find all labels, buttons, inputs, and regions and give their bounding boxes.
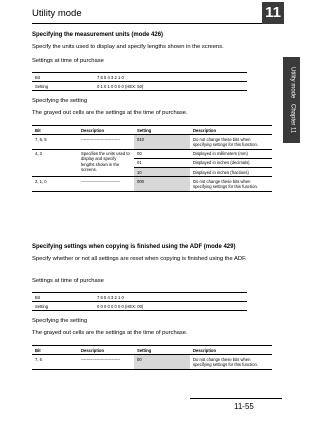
table-cell: 2, 1, 0 (32, 177, 78, 191)
table-cell: Bit (32, 73, 94, 82)
table-cell: Do not change these bits when specifying settings for this function. (190, 355, 272, 369)
table-row (32, 355, 272, 369)
table-cell: Displayed in inches (fractions) (190, 168, 272, 177)
table-cell: Displayed in inches (decimals) (190, 158, 272, 167)
chapter-sidebar (283, 57, 300, 143)
column-header: Setting (134, 346, 190, 355)
header-rule (32, 23, 262, 24)
spec-description: The grayed out cells are the settings at the time of purchase. (32, 330, 188, 336)
table-cell: Do not change these bits when specifying settings for this function. (190, 135, 272, 149)
table-row (32, 82, 247, 91)
table-header-row (32, 126, 272, 135)
table-cell: 4, 3 (32, 149, 78, 177)
table-cell: Specifies the units used to display and specify lengths shown in the screens. (78, 149, 134, 177)
section-heading: Specifying settings when copying is finished using the ADF (mode 429) (32, 244, 236, 250)
table-row (32, 293, 247, 302)
table-cell: 7, 6 (32, 355, 78, 369)
sidebar-section-label: Utility mode (289, 66, 296, 99)
table-header-row (32, 346, 272, 355)
table-cell: 000 (134, 177, 190, 191)
table-cell: 0 0 0 0 0 0 0 0 (HEX: 00) (94, 302, 247, 311)
column-header: Setting (134, 126, 190, 135)
table-cell: 7 6 5 4 3 2 1 0 (94, 73, 247, 82)
page-number: 11-55 (234, 402, 254, 411)
table-cell: 00 (134, 355, 190, 369)
table-cell: 01 (134, 158, 190, 167)
table-cell: 00 (134, 149, 190, 158)
purchase-settings-table (32, 292, 247, 311)
column-header: Description (78, 126, 134, 135)
table-cell: Do not change these bits when specifying settings for this function. (190, 177, 272, 191)
table-cell: Bit (32, 293, 94, 302)
chapter-number-tab: 11 (262, 2, 284, 24)
column-header: Bit (32, 126, 78, 135)
column-header: Description (190, 126, 272, 135)
footer-rule (190, 398, 282, 399)
section-heading: Specifying the measurement units (mode 426) (32, 32, 164, 38)
table-row (32, 135, 272, 149)
table-cell: Displayed in millimeters (mm) (190, 149, 272, 158)
table-row (32, 149, 272, 158)
settings-table (32, 125, 272, 192)
purchase-label: Settings at time of purchase (32, 278, 104, 284)
column-header: Description (190, 346, 272, 355)
spec-description: The grayed out cells are the settings at the time of purchase. (32, 110, 188, 116)
table-cell: Setting (32, 302, 94, 311)
sidebar-chapter-label: Chapter 11 (289, 104, 296, 134)
table-cell: Setting (32, 82, 94, 91)
table-row (32, 302, 247, 311)
settings-table (32, 345, 272, 370)
spec-label: Specifying the setting (32, 98, 88, 104)
purchase-label: Settings at time of purchase (32, 58, 104, 64)
table-cell: 0 1 0 1 0 0 0 0 (HEX: 50) (94, 82, 247, 91)
table-cell: 7, 6, 5 (32, 135, 78, 149)
intro-text: Specify whether or not all settings are reset when copying is finished using the ADF. (32, 256, 247, 262)
table-row (32, 177, 272, 191)
table-cell: 010 (134, 135, 190, 149)
intro-text: Specify the units used to display and specify lengths shown in the screens. (32, 44, 224, 50)
running-header-title: Utility mode (32, 8, 82, 19)
table-cell: 7 6 5 4 3 2 1 0 (94, 293, 247, 302)
column-header: Description (78, 346, 134, 355)
spec-label: Specifying the setting (32, 318, 88, 324)
table-cell: ---------------------------- (78, 135, 134, 149)
table-cell: ---------------------------- (78, 177, 134, 191)
table-row (32, 73, 247, 82)
purchase-settings-table (32, 72, 247, 91)
table-cell: 10 (134, 168, 190, 177)
column-header: Bit (32, 346, 78, 355)
table-cell: ---------------------------- (78, 355, 134, 369)
